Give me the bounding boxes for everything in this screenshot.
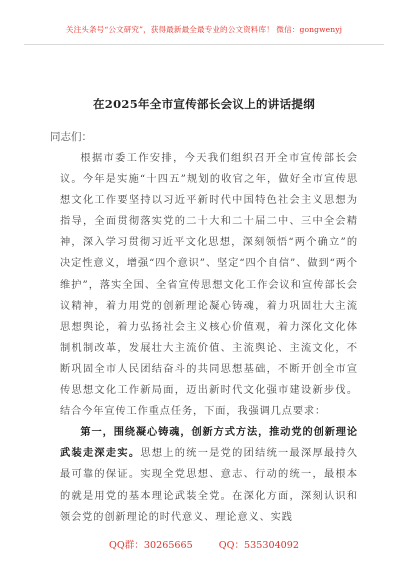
- header-promo-note: 关注头条号“公文研究”，获得最新最全最专业的公文资料库！ 微信：gongwenyj: [65, 25, 343, 34]
- header-divider: [24, 44, 384, 45]
- paragraph-1: 根据市委工作安排，今天我们组织召开全市宣传部长会议。今年是实施“十四五”规划的收官之年，做好全市宣传思想文化工作要坚持以习近平新时代中国特色社会主义思想为指导，全面贯彻落实党的二十大和二十届二中、三中全会精神，深入学习贯彻习近平文化思想，深刻领悟“两个确立”的决定性意义，增强“四个意识”、坚定“四个自信”、做到“两个维护”，落实全国、全省宣传思想文化工作会议和宣传部长会议精神，着力用党的创新理论凝心铸魂，着力巩固壮大主流思想舆论，着力弘扬社会主义核心价值观，着力深化文化体制机制改革，发展壮大主流价值、主流舆论、主流文化，不断巩固全市人民团结奋斗的共同思想基础，不断开创全市宣传思想文化工作新局面，迈出新时代文化强市建设新步伐。结合今年宣传工作重点任务，下面，我强调几点要求：: [60, 153, 358, 418]
- salutation: 同志们：: [50, 131, 92, 143]
- footer-qq-number: QQ：535304092: [218, 540, 299, 551]
- document-title: 在2025年全市宣传部长会议上的讲话提纲: [92, 97, 315, 111]
- document-body: [60, 148, 358, 528]
- paragraph-2-text: 思想上的统一是党的团结统一最深厚最持久最可靠的保证。实现全党思想、意志、行动的统一，最根本的就是用党的基本理论武装全党。在深化方面，深刻认识和领会党的创新理论的时代意义、理论意义、实践: [60, 448, 358, 523]
- paragraph-2: [60, 422, 358, 527]
- footer-qq-group: QQ群：30265665: [108, 540, 193, 551]
- paragraph-2-heading: 第一，围绕凝心铸魂，创新方式方法，推动党的创新理论武装走深走实。: [60, 426, 358, 460]
- footer-contact: [0, 537, 408, 551]
